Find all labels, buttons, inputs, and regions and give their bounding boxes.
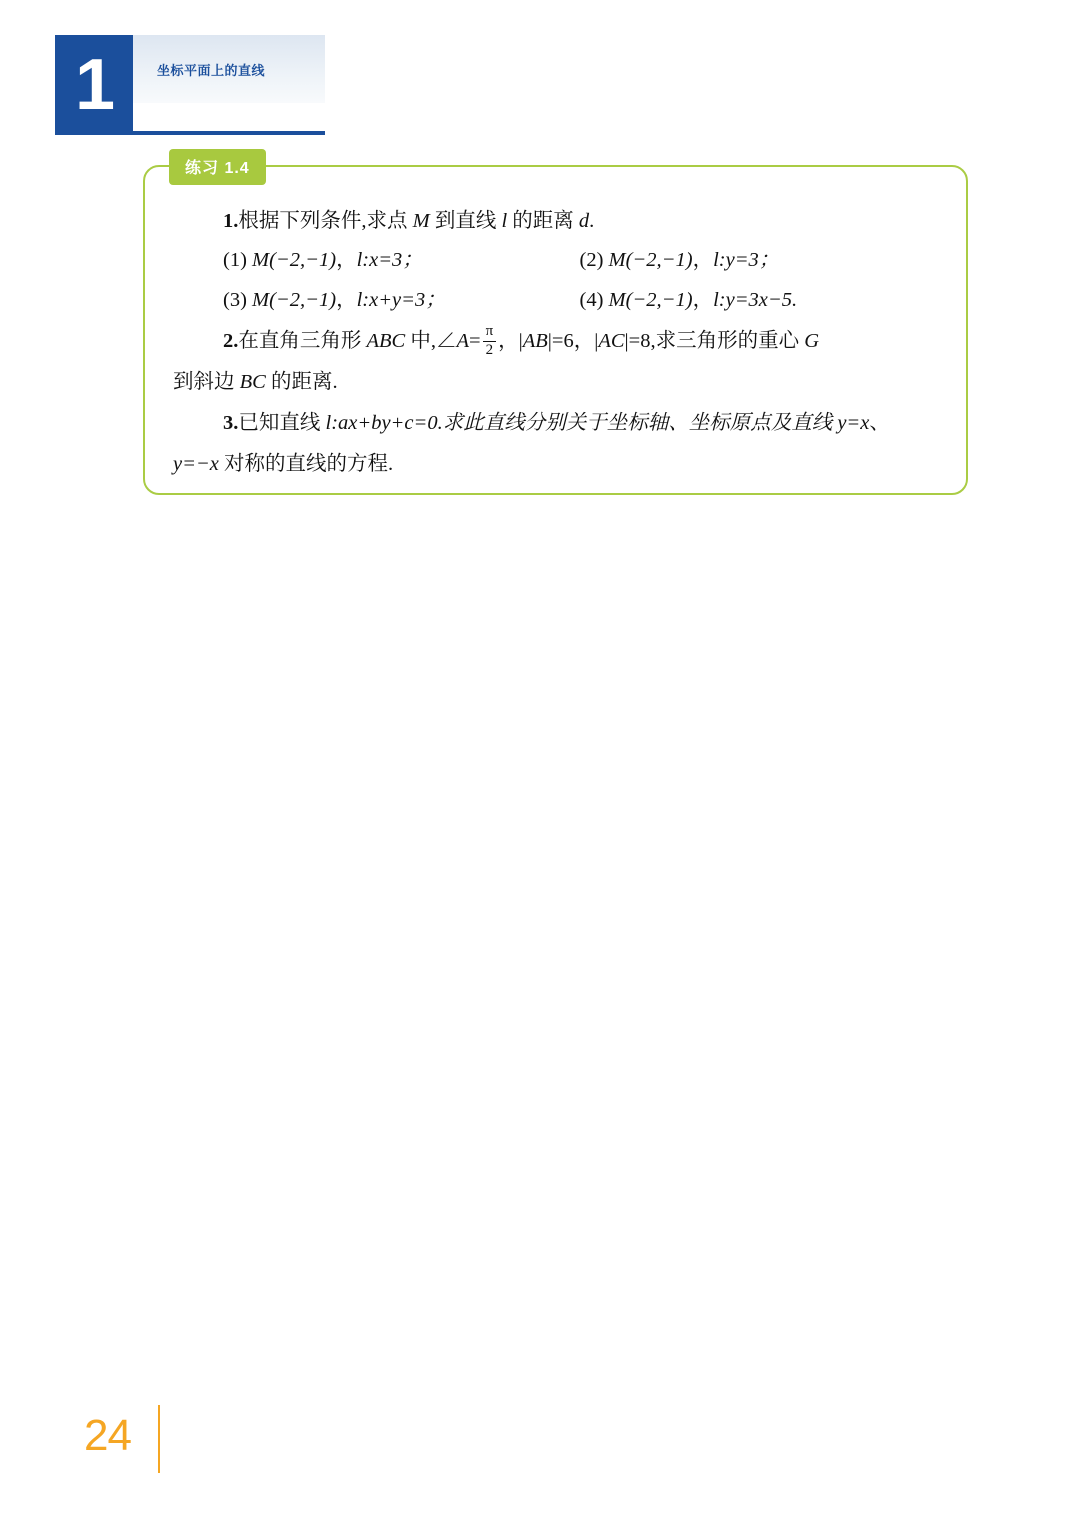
chapter-title: 坐标平面上的直线 [157,62,266,78]
question-3-number: 3. [223,411,239,434]
exercise-panel [143,160,968,495]
question-2-line-2 [173,362,936,403]
q2-fraction-numerator: π [483,324,497,342]
q1-item2-sep: ， [692,248,714,271]
q1-item1-line-eq: :x=3； [362,248,423,271]
chapter-header [55,35,325,135]
q1-stem-mid: 到直线 [429,210,502,232]
q3-part-b: :ax+by+c=0.求此直线分别关于坐标轴、坐标原点及直线 [331,411,838,434]
chapter-number: 1 [74,45,114,125]
question-1-item-4 [580,281,937,321]
q2-fraction-pi-over-2 [483,324,497,359]
q1-var-m: M [412,210,430,232]
q1-item4-line-var: l [713,288,719,311]
q1-item3-label: (3) [223,288,247,311]
q1-stem-post: 的距离 [507,210,579,232]
q1-item4-sep: ， [692,288,714,311]
q2-part-c: ，| [498,329,523,352]
q3-line2-post: 对称的直线的方程. [218,452,394,475]
q2-seg-ac: AC [598,329,625,352]
q2-centroid-g: G [804,329,820,352]
footer-divider [158,1405,160,1473]
q1-var-d: d [578,210,590,232]
q2-part-e: |=8,求三角形的重心 [624,329,805,352]
question-1-item-3 [223,281,580,321]
q3-var-l: l [325,411,332,434]
chapter-accent-strip [133,131,325,135]
q3-line-yx: y=x [837,411,870,434]
question-1-item-1 [223,241,580,281]
question-3-line-1 [173,403,936,444]
q2-seg-ab: AB [522,329,548,352]
chapter-title-bar [133,35,325,103]
exercise-body [145,203,966,485]
q2-seg-bc: BC [239,370,266,393]
question-1-items-row-1 [173,241,936,281]
q2-part-a: 在直角三角形 [238,329,367,352]
chapter-number-box [55,35,133,135]
q1-item3-line-var: l [356,288,363,311]
question-2-number: 2. [223,329,239,352]
question-1-stem [173,203,936,241]
q1-item2-line-eq: :y=3； [718,248,780,271]
q2-angle-a: A [456,329,469,352]
q1-item4-line-eq: :y=3x−5. [718,288,798,311]
q3-line-y-neg-x: y=−x [173,452,219,475]
question-2-line-1 [173,321,936,362]
q3-part-c: 、 [869,411,890,434]
q1-item3-sep: ， [336,288,357,311]
question-1-number: 1. [223,210,239,232]
q1-item1-label: (1) [223,248,247,271]
q1-item2-line-var: l [713,248,719,271]
q1-item4-point: M(−2,−1) [608,288,693,311]
q1-item2-point: M(−2,−1) [608,248,693,271]
q2-triangle-abc: ABC [366,329,406,352]
q2-line2-pre: 到斜边 [173,370,240,393]
question-1-item-2 [580,241,937,281]
q1-item3-line-eq: :x+y=3； [362,288,446,311]
q1-item2-label: (2) [579,248,604,271]
q1-item1-line-var: l [356,248,363,271]
q2-fraction-denominator: 2 [485,341,494,358]
q2-line2-post: 的距离. [265,370,338,393]
page-number: 24 [84,1411,131,1460]
q3-part-a: 已知直线 [238,411,326,434]
q2-eq: = [469,329,481,352]
q1-stem-end: . [589,210,595,232]
page-footer [70,1405,230,1477]
q1-stem-pre: 根据下列条件,求点 [238,210,413,232]
q1-item3-point: M(−2,−1) [252,288,337,311]
q1-item4-label: (4) [579,288,604,311]
q1-item1-sep: ， [336,248,357,271]
question-1-items-row-2 [173,281,936,321]
q1-var-l: l [501,210,508,232]
q1-item1-point: M(−2,−1) [252,248,337,271]
question-3-line-2 [173,444,936,485]
q2-part-d: |=6，| [547,329,599,352]
q2-part-b: 中,∠ [405,329,457,352]
exercise-tag: 练习 1.4 [169,149,266,185]
